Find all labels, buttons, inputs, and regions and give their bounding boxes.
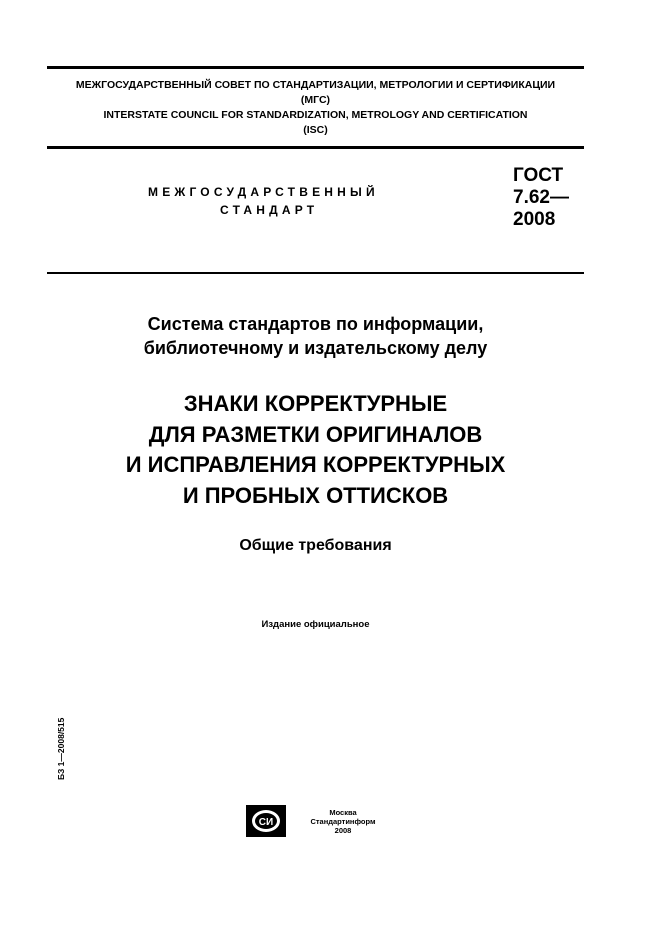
publisher-imprint: [298, 808, 388, 835]
title-line2: ДЛЯ РАЗМЕТКИ ОРИГИНАЛОВ: [148, 421, 483, 447]
gost-year: 2008: [513, 209, 556, 230]
gost-number-block: [513, 165, 569, 231]
publisher-city: Москва: [329, 808, 357, 817]
council-en: INTERSTATE COUNCIL FOR STANDARDIZATION, METROLOGY AND CERTIFICATION: [103, 109, 528, 121]
side-code: БЗ 1—2008/515: [56, 717, 66, 780]
council-ru: МЕЖГОСУДАРСТВЕННЫЙ СОВЕТ ПО СТАНДАРТИЗАЦИИ, МЕТРОЛОГИИ И СЕРТИФИКАЦИИ: [75, 79, 556, 91]
designation-block: [148, 185, 408, 217]
series-line2: библиотечному и издательскому делу: [143, 338, 488, 358]
series-line1: Система стандартов по информации,: [147, 314, 484, 334]
title-line4: И ПРОБНЫХ ОТТИСКОВ: [182, 482, 449, 508]
council-ru-abbr: (МГС): [300, 94, 331, 106]
publisher-year: 2008: [334, 826, 352, 835]
document-subtitle: Общие требования: [239, 537, 392, 554]
header-rule: [47, 146, 584, 149]
designation-rule: [47, 272, 584, 274]
title-line3: И ИСПРАВЛЕНИЯ КОРРЕКТУРНЫХ: [125, 452, 506, 477]
council-en-abbr: (ISC): [303, 124, 328, 136]
designation-line2: СТАНДАРТ: [220, 203, 319, 217]
publisher-logo-icon: [246, 805, 286, 837]
publisher-logo-text: СИ: [258, 817, 274, 828]
publisher-name: Стандартинформ: [310, 817, 376, 826]
edition-note: Издание официальное: [261, 619, 370, 630]
gost-label: ГОСТ: [513, 165, 564, 186]
council-header: [47, 78, 584, 138]
title-line1: ЗНАКИ КОРРЕКТУРНЫЕ: [183, 391, 448, 416]
designation-line1: МЕЖГОСУДАРСТВЕННЫЙ: [148, 185, 379, 199]
top-rule: [47, 66, 584, 69]
series-title: [47, 312, 584, 360]
document-title: [47, 389, 584, 511]
gost-number: 7.62—: [513, 187, 569, 208]
